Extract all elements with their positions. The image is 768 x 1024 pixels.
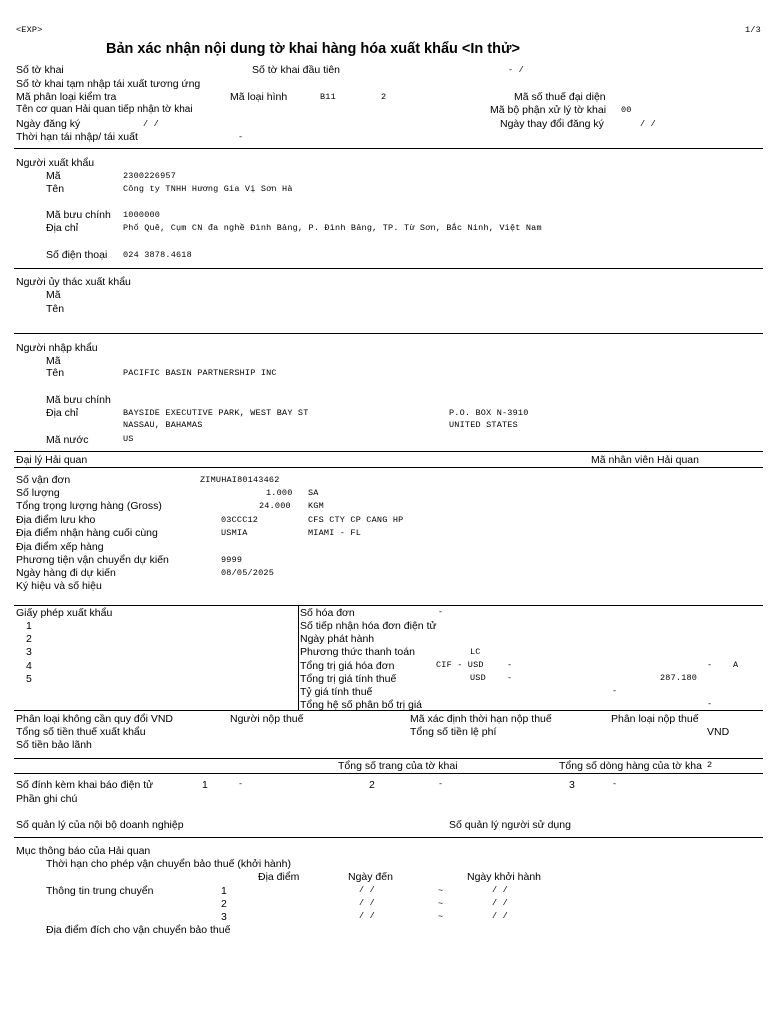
trong-luong-label: Tổng trọng lượng hàng (Gross): [16, 500, 162, 512]
ty-gia-value: -: [612, 686, 618, 696]
so-to-khai-dau-tien-value: - /: [508, 65, 524, 75]
consignor-ma-label: Mã: [46, 289, 61, 301]
ma-nhan-vien-label: Mã nhân viên Hải quan: [591, 454, 699, 466]
importer-dia-chi-line1a: BAYSIDE EXECUTIVE PARK, WEST BAY ST: [123, 408, 309, 418]
tong-tri-gia-hd-code: A: [733, 660, 739, 670]
divider: [14, 773, 763, 774]
ngay-di-value: 08/05/2025: [221, 568, 275, 578]
so-tiep-nhan-label: Số tiếp nhận hóa đơn điện tử: [300, 620, 437, 632]
exporter-ten-label: Tên: [46, 183, 65, 195]
transit-row-den: / /: [359, 898, 375, 908]
ty-gia-label: Tỷ giá tính thuế: [300, 686, 373, 698]
importer-dia-chi-label: Địa chỉ: [46, 407, 79, 419]
phuong-thuc-value: LC: [470, 647, 481, 657]
ma-loai-hinh-extra: 2: [381, 92, 387, 102]
exporter-ma-value: 2300226957: [123, 171, 177, 181]
ma-bo-phan-value: 00: [621, 105, 632, 115]
divider: [14, 451, 763, 452]
ma-xac-dinh-label: Mã xác định thời hạn nộp thuế: [410, 713, 552, 725]
divider: [14, 268, 763, 269]
so-luong-value: 1.000: [266, 488, 293, 498]
luu-kho-label: Địa điểm lưu kho: [16, 514, 96, 526]
exporter-buu-chinh-label: Mã bưu chính: [46, 209, 111, 221]
tong-tri-gia-hd-sep: -: [507, 660, 513, 670]
dai-ly-label: Đại lý Hải quan: [16, 454, 88, 466]
importer-buu-chinh-label: Mã bưu chính: [46, 394, 111, 406]
ngay-thay-doi-value: / /: [640, 119, 656, 129]
tong-tri-gia-tt-sep: -: [507, 673, 513, 683]
phuong-tien-value: 9999: [221, 555, 243, 565]
dinh-kem-label: Số đính kèm khai báo điện tử: [16, 779, 154, 791]
so-luong-unit: SA: [308, 488, 319, 498]
divider: [14, 758, 763, 759]
ngay-den-header: Ngày đến: [348, 871, 393, 883]
ngay-khoi-hanh-header: Ngày khởi hành: [467, 871, 542, 883]
transit-row-den: / /: [359, 885, 375, 895]
bao-lanh-label: Số tiền bảo lãnh: [16, 739, 92, 751]
nguoi-nop-thue-label: Người nộp thuế: [230, 713, 304, 725]
van-don-value: ZIMUHAI80143462: [200, 475, 280, 485]
consignor-ten-label: Tên: [46, 303, 65, 315]
nguoi-su-dung-label: Số quản lý người sử dụng: [449, 819, 571, 831]
trong-luong-unit: KGM: [308, 501, 324, 511]
nhan-hang-code: USMIA: [221, 528, 248, 538]
tong-tri-gia-hd-label: Tổng trị giá hóa đơn: [300, 660, 395, 672]
thoi-han-value: -: [238, 132, 244, 142]
dinh-kem-value-1: -: [238, 779, 244, 789]
transit-row-tilde: ~: [438, 886, 444, 896]
page-title: Bản xác nhận nội dung tờ khai hàng hóa xuất khẩu <In thử>: [106, 41, 520, 57]
ma-loai-hinh-value: B11: [320, 92, 336, 102]
transit-row-di: / /: [492, 911, 508, 921]
ngay-thay-doi-label: Ngày thay đổi đăng ký: [500, 118, 604, 130]
exporter-ten-value: Công ty TNHH Hương Gia Vị Sơn Hà: [123, 184, 293, 194]
tong-tien-thue-label: Tổng số tiền thuế xuất khẩu: [16, 726, 146, 738]
phan-loai-nop-label: Phân loại nộp thuế: [611, 713, 699, 725]
ghi-chu-label: Phần ghi chú: [16, 793, 78, 805]
transit-row-no: 2: [221, 898, 227, 910]
divider: [14, 837, 763, 838]
tong-dong-value: 2: [707, 760, 713, 770]
page-number: 1/3: [745, 25, 761, 35]
importer-ten-label: Tên: [46, 367, 65, 379]
dia-diem-header: Địa điểm: [258, 871, 300, 883]
xep-hang-label: Địa điểm xếp hàng: [16, 541, 104, 553]
ky-hieu-label: Ký hiệu và số hiệu: [16, 580, 102, 592]
so-to-khai-label: Số tờ khai: [16, 64, 64, 76]
dinh-kem-value-2: -: [438, 779, 444, 789]
nhan-hang-name: MIAMI - FL: [308, 528, 362, 538]
exporter-section-label: Người xuất khẩu: [16, 157, 95, 169]
importer-ma-nuoc-label: Mã nước: [46, 434, 89, 446]
divider: [14, 467, 763, 468]
trung-chuyen-label: Thông tin trung chuyển: [46, 885, 154, 897]
tong-tri-gia-tt-ccy: USD: [470, 673, 486, 683]
importer-dia-chi-line2a: NASSAU, BAHAMAS: [123, 420, 203, 430]
importer-dia-chi-line1b: P.O. BOX N-3910: [449, 408, 529, 418]
exporter-dia-chi-label: Địa chỉ: [46, 222, 79, 234]
divider: [298, 605, 299, 710]
giay-phep-row-1: 1: [26, 620, 32, 632]
so-hoa-don-label: Số hóa đơn: [300, 607, 355, 619]
giay-phep-row-2: 2: [26, 633, 32, 645]
tong-le-phi-label: Tổng số tiền lệ phí: [410, 726, 497, 738]
ngay-di-label: Ngày hàng đi dự kiến: [16, 567, 116, 579]
form-code: <EXP>: [16, 25, 43, 35]
transit-row-di: / /: [492, 898, 508, 908]
dinh-kem-value-3: -: [612, 779, 618, 789]
exporter-dia-chi-value: Phố Quê, Cụm CN đa nghề Đình Bảng, P. Đình Bảng, TP. Từ Sơn, Bắc Ninh, Việt Nam: [123, 223, 542, 233]
transit-row-no: 1: [221, 885, 227, 897]
dinh-kem-no-1: 1: [202, 779, 208, 791]
exporter-dien-thoai-label: Số điện thoại: [46, 249, 108, 261]
importer-dia-chi-line2b: UNITED STATES: [449, 420, 518, 430]
so-luong-label: Số lượng: [16, 487, 60, 499]
transit-row-di: / /: [492, 885, 508, 895]
ngay-dang-ky-value: / /: [143, 119, 159, 129]
dia-diem-dich-label: Địa điểm đích cho vận chuyển bảo thuế: [46, 924, 231, 936]
giay-phep-row-3: 3: [26, 646, 32, 658]
trong-luong-value: 24.000: [259, 501, 291, 511]
thoi-han-label: Thời hạn tái nhập/ tái xuất: [16, 131, 138, 143]
giay-phep-label: Giấy phép xuất khẩu: [16, 607, 113, 619]
so-hoa-don-value: -: [438, 607, 444, 617]
exporter-buu-chinh-value: 1000000: [123, 210, 161, 220]
importer-ma-label: Mã: [46, 355, 61, 367]
tong-le-phi-ccy: VND: [707, 726, 730, 738]
luu-kho-name: CFS CTY CP CANG HP: [308, 515, 404, 525]
ma-so-thue-dai-dien-label: Mã số thuế đại diện: [514, 91, 606, 103]
tong-tri-gia-hd-end: -: [707, 660, 713, 670]
tong-trang-label: Tổng số trang của tờ khai: [338, 760, 458, 772]
dinh-kem-no-3: 3: [569, 779, 575, 791]
ma-phan-loai-kt-label: Mã phân loại kiểm tra: [16, 91, 117, 103]
phuong-thuc-label: Phương thức thanh toán: [300, 646, 415, 658]
ngay-dang-ky-label: Ngày đăng ký: [16, 118, 81, 130]
transit-row-den: / /: [359, 911, 375, 921]
transit-row-no: 3: [221, 911, 227, 923]
dinh-kem-no-2: 2: [369, 779, 375, 791]
importer-ma-nuoc-value: US: [123, 434, 134, 444]
divider: [14, 148, 763, 149]
divider: [14, 333, 763, 334]
tong-tri-gia-tt-label: Tổng trị giá tính thuế: [300, 673, 397, 685]
noi-bo-label: Số quản lý của nội bộ doanh nghiệp: [16, 819, 184, 831]
transit-row-tilde: ~: [438, 912, 444, 922]
thoi-han-bao-thue-label: Thời hạn cho phép vận chuyển bảo thuế (khởi hành): [46, 858, 291, 870]
ma-loai-hinh-label: Mã loại hình: [230, 91, 288, 103]
tong-tri-gia-tt-value: 287.180: [660, 673, 698, 683]
so-to-khai-tntx-label: Số tờ khai tạm nhập tái xuất tương ứng: [16, 78, 201, 90]
so-to-khai-dau-tien-label: Số tờ khai đầu tiên: [252, 64, 341, 76]
van-don-label: Số vận đơn: [16, 474, 71, 486]
nhan-hang-label: Địa điểm nhận hàng cuối cùng: [16, 527, 158, 539]
tong-dong-label: Tổng số dòng hàng của tờ kha: [559, 760, 702, 772]
he-so-label: Tổng hệ số phân bổ trị giá: [300, 699, 423, 711]
ngay-phat-hanh-label: Ngày phát hành: [300, 633, 375, 645]
exporter-ma-label: Mã: [46, 170, 61, 182]
exporter-dien-thoai-value: 024 3878.4618: [123, 250, 192, 260]
divider: [14, 605, 763, 606]
ten-co-quan-label: Tên cơ quan Hải quan tiếp nhận tờ khai: [16, 104, 193, 115]
muc-thong-bao-label: Mục thông báo của Hải quan: [16, 845, 151, 857]
luu-kho-code: 03CCC12: [221, 515, 259, 525]
importer-ten-value: PACIFIC BASIN PARTNERSHIP INC: [123, 368, 277, 378]
tong-tri-gia-hd-terms: CIF - USD: [436, 660, 484, 670]
phan-loai-vnd-label: Phân loại không cần quy đổi VND: [16, 713, 174, 725]
consignor-section-label: Người ủy thác xuất khẩu: [16, 276, 131, 288]
transit-row-tilde: ~: [438, 899, 444, 909]
ma-bo-phan-label: Mã bộ phận xử lý tờ khai: [490, 104, 607, 116]
giay-phep-row-5: 5: [26, 673, 32, 685]
he-so-value: -: [707, 699, 713, 709]
giay-phep-row-4: 4: [26, 660, 32, 672]
importer-section-label: Người nhập khẩu: [16, 342, 98, 354]
phuong-tien-label: Phương tiện vận chuyển dự kiến: [16, 554, 169, 566]
